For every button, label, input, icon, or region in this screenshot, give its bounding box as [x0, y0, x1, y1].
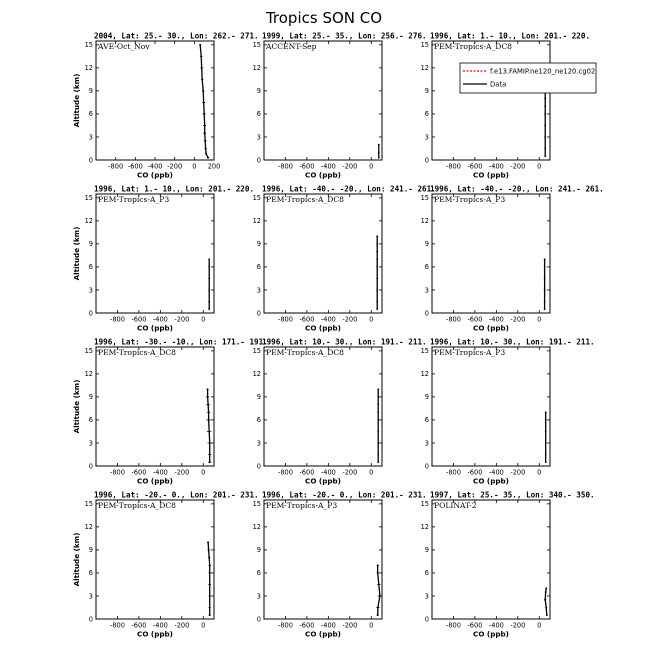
data-point: [208, 266, 210, 268]
x-tick-label: -400: [488, 468, 504, 477]
campaign-label: PEM-Tropics-A_DC8: [434, 42, 513, 51]
data-point: [209, 595, 211, 597]
x-tick-label: 200: [207, 162, 221, 171]
y-tick-label: 15: [420, 194, 429, 203]
y-tick-label: 9: [88, 240, 93, 249]
chart-panel-8: [253, 338, 427, 486]
chart-panel-11: [253, 491, 427, 639]
plot-frame: [432, 194, 550, 313]
campaign-label: POLINAT-2: [434, 501, 477, 510]
data-point: [376, 258, 378, 260]
data-point: [545, 431, 547, 433]
x-tick-label: -200: [342, 162, 358, 171]
x-tick-label: 0: [537, 315, 542, 324]
data-point: [544, 266, 546, 268]
plot-frame: [264, 347, 382, 466]
y-tick-label: 3: [88, 286, 93, 295]
data-point: [544, 105, 546, 107]
y-tick-label: 6: [424, 110, 429, 119]
data-point: [544, 148, 546, 150]
y-tick-label: 0: [424, 462, 429, 471]
y-tick-label: 12: [252, 217, 261, 226]
panel-heading: 1996, Lat: 1.- 10., Lon: 201.- 220.: [94, 184, 255, 194]
y-tick-label: 9: [256, 393, 261, 402]
y-tick-label: 9: [88, 546, 93, 555]
data-point: [377, 404, 379, 406]
data-point: [209, 564, 211, 566]
data-point: [376, 235, 378, 237]
x-tick-label: -400: [320, 621, 336, 630]
data-point: [376, 301, 378, 303]
data-point: [207, 541, 209, 543]
y-tick-label: 9: [256, 240, 261, 249]
data-point: [376, 278, 378, 280]
x-tick-label: -200: [510, 162, 526, 171]
x-tick-label: -800: [277, 162, 293, 171]
x-axis-label: CO (ppb): [137, 170, 173, 180]
campaign-label: PEM-Tropics-A_DC8: [266, 195, 345, 204]
y-tick-label: 9: [256, 87, 261, 96]
y-axis-label: Altitude (km): [72, 532, 81, 587]
x-tick-label: 0: [369, 315, 374, 324]
y-tick-label: 12: [84, 64, 93, 73]
data-point: [376, 251, 378, 253]
y-tick-label: 9: [88, 393, 93, 402]
data-point: [378, 151, 380, 153]
y-tick-label: 3: [88, 439, 93, 448]
data-point: [544, 308, 546, 310]
data-point: [379, 595, 381, 597]
x-tick-label: 0: [537, 621, 542, 630]
y-tick-label: 6: [88, 110, 93, 119]
data-point: [209, 607, 211, 609]
y-tick-label: 6: [256, 263, 261, 272]
y-tick-label: 9: [256, 546, 261, 555]
y-tick-label: 0: [88, 309, 93, 318]
data-point: [204, 125, 206, 127]
x-tick-label: -400: [488, 621, 504, 630]
x-axis-label: CO (ppb): [305, 629, 341, 639]
y-tick-label: 12: [84, 370, 93, 379]
x-tick-label: -600: [467, 468, 483, 477]
x-axis-label: CO (ppb): [473, 629, 509, 639]
x-tick-label: 0: [192, 162, 197, 171]
data-point: [544, 258, 546, 260]
y-tick-label: 15: [420, 41, 429, 50]
data-point: [207, 396, 209, 398]
data-point: [207, 388, 209, 390]
y-tick-label: 3: [256, 592, 261, 601]
data-point: [202, 90, 204, 92]
chart-panel-4: [72, 185, 254, 333]
plot-frame: [96, 347, 214, 466]
y-tick-label: 6: [88, 416, 93, 425]
x-tick-label: -600: [127, 162, 143, 171]
plot-frame: [96, 41, 214, 160]
y-tick-label: 3: [256, 439, 261, 448]
x-tick-label: 0: [201, 468, 206, 477]
x-axis-label: CO (ppb): [473, 476, 509, 486]
data-point: [378, 157, 380, 159]
data-point: [209, 572, 211, 574]
panel-heading: 1996, Lat: -30.- -10., Lon: 171.- 191.: [94, 337, 268, 347]
y-tick-label: 0: [256, 309, 261, 318]
panel-heading: 1996, Lat: -40.- -20., Lon: 241.- 261.: [262, 184, 436, 194]
y-tick-label: 15: [84, 194, 93, 203]
y-tick-label: 12: [420, 370, 429, 379]
y-tick-label: 3: [88, 592, 93, 601]
y-tick-label: 12: [252, 523, 261, 532]
data-point: [544, 278, 546, 280]
data-point: [207, 404, 209, 406]
panel-heading: 1996, Lat: 10.- 30., Lon: 191.- 211.: [262, 337, 427, 347]
x-tick-label: -800: [277, 468, 293, 477]
x-axis-label: CO (ppb): [137, 476, 173, 486]
y-tick-label: 15: [252, 41, 261, 50]
x-tick-label: -200: [174, 468, 190, 477]
campaign-label: PEM-Tropics-A_P3: [98, 195, 170, 204]
y-tick-label: 6: [424, 416, 429, 425]
x-tick-label: -800: [108, 162, 124, 171]
data-point: [378, 584, 380, 586]
y-tick-label: 0: [256, 462, 261, 471]
campaign-label: AVE-Oct_Nov: [98, 42, 150, 51]
data-point: [208, 411, 210, 413]
y-tick-label: 3: [424, 439, 429, 448]
chart-panel-10: [72, 491, 259, 639]
y-tick-label: 6: [256, 110, 261, 119]
data-point: [377, 396, 379, 398]
panel-heading: 1999, Lat: 25.- 35., Lon: 256.- 276.: [262, 31, 427, 41]
data-point: [377, 442, 379, 444]
legend-label: f.e13.FAMIP.ne120_ne120.cg02: [490, 67, 596, 76]
y-tick-label: 12: [420, 523, 429, 532]
x-tick-label: -600: [131, 621, 147, 630]
data-point: [544, 289, 546, 291]
data-point: [376, 308, 378, 310]
panel-heading: 2004, Lat: 25.- 30., Lon: 262.- 271.: [94, 31, 259, 41]
y-tick-label: 15: [420, 500, 429, 509]
y-tick-label: 3: [256, 286, 261, 295]
y-tick-label: 12: [84, 217, 93, 226]
data-point: [545, 461, 547, 463]
data-point: [545, 591, 547, 593]
x-tick-label: -400: [320, 162, 336, 171]
x-tick-label: -600: [299, 315, 315, 324]
plot-frame: [432, 500, 550, 619]
x-tick-label: 0: [369, 468, 374, 477]
data-point: [208, 431, 210, 433]
x-tick-label: -400: [488, 315, 504, 324]
campaign-label: PEM-Tropics-A_DC8: [266, 348, 345, 357]
x-tick-label: 0: [369, 621, 374, 630]
data-profile-line: [208, 389, 210, 462]
y-tick-label: 12: [420, 64, 429, 73]
plot-frame: [96, 194, 214, 313]
y-tick-label: 15: [84, 500, 93, 509]
x-tick-label: -800: [445, 315, 461, 324]
data-point: [377, 388, 379, 390]
data-point: [203, 102, 205, 104]
data-point: [208, 258, 210, 260]
panel-heading: 1996, Lat: -20.- 0., Lon: 201.- 231.: [262, 490, 427, 500]
y-tick-label: 0: [88, 156, 93, 165]
figure-title: Tropics SON CO: [265, 9, 383, 27]
data-point: [377, 607, 379, 609]
chart-panel-2: [253, 32, 427, 180]
x-tick-label: -800: [445, 621, 461, 630]
y-tick-label: 15: [84, 347, 93, 356]
data-point: [208, 419, 210, 421]
chart-panel-9: [421, 338, 595, 486]
x-tick-label: -800: [109, 315, 125, 324]
x-tick-label: -200: [174, 621, 190, 630]
x-tick-label: -200: [510, 621, 526, 630]
data-point: [545, 419, 547, 421]
data-point: [200, 55, 202, 57]
x-tick-label: -600: [467, 621, 483, 630]
y-tick-label: 15: [252, 194, 261, 203]
chart-panel-1: [72, 32, 259, 180]
data-point: [199, 44, 201, 46]
data-point: [209, 614, 211, 616]
y-tick-label: 9: [424, 87, 429, 96]
y-tick-label: 15: [420, 347, 429, 356]
x-tick-label: -800: [277, 315, 293, 324]
data-point: [378, 144, 380, 146]
panels: [72, 32, 604, 639]
x-axis-label: CO (ppb): [305, 323, 341, 333]
data-point: [207, 157, 209, 159]
data-point: [208, 278, 210, 280]
y-tick-label: 9: [88, 87, 93, 96]
x-tick-label: 0: [537, 162, 542, 171]
data-point: [377, 572, 379, 574]
panel-heading: 1996, Lat: 10.- 30., Lon: 191.- 211.: [430, 337, 595, 347]
campaign-label: PEM-Tropics-A_DC8: [98, 348, 177, 357]
data-point: [377, 461, 379, 463]
y-tick-label: 0: [424, 156, 429, 165]
data-point: [208, 301, 210, 303]
y-tick-label: 12: [420, 217, 429, 226]
data-point: [545, 607, 547, 609]
chart-panel-5: [253, 185, 436, 333]
y-tick-label: 9: [424, 240, 429, 249]
x-tick-label: -400: [152, 315, 168, 324]
plot-frame: [264, 500, 382, 619]
y-tick-label: 0: [424, 615, 429, 624]
data-point: [377, 564, 379, 566]
y-tick-label: 3: [88, 133, 93, 142]
data-point: [203, 113, 205, 115]
y-axis-label: Altitude (km): [72, 73, 81, 128]
x-tick-label: -200: [167, 162, 183, 171]
panel-heading: 1996, Lat: 1.- 10., Lon: 201.- 220.: [430, 31, 591, 41]
data-point: [544, 113, 546, 115]
legend: [460, 63, 596, 93]
data-point: [205, 153, 207, 155]
data-point: [376, 266, 378, 268]
x-tick-label: 0: [201, 315, 206, 324]
data-point: [377, 419, 379, 421]
data-point: [377, 614, 379, 616]
data-point: [377, 411, 379, 413]
x-tick-label: -600: [299, 621, 315, 630]
data-point: [377, 431, 379, 433]
x-tick-label: -400: [320, 468, 336, 477]
data-point: [204, 132, 206, 134]
x-axis-label: CO (ppb): [137, 629, 173, 639]
x-tick-label: -400: [147, 162, 163, 171]
campaign-label: PEM-Tropics-A_DC8: [98, 501, 177, 510]
y-tick-label: 6: [256, 569, 261, 578]
y-tick-label: 3: [424, 286, 429, 295]
data-point: [545, 442, 547, 444]
data-point: [544, 599, 546, 601]
y-tick-label: 6: [424, 263, 429, 272]
campaign-label: PEM-Tropics-A_P3: [434, 348, 506, 357]
data-point: [201, 78, 203, 80]
x-tick-label: -600: [131, 468, 147, 477]
plot-frame: [432, 41, 550, 160]
data-point: [376, 289, 378, 291]
y-axis-label: Altitude (km): [72, 226, 81, 281]
x-tick-label: 0: [537, 468, 542, 477]
plot-frame: [264, 194, 382, 313]
x-tick-label: -200: [342, 621, 358, 630]
x-axis-label: CO (ppb): [473, 170, 509, 180]
data-point: [208, 308, 210, 310]
y-tick-label: 12: [252, 370, 261, 379]
y-tick-label: 6: [256, 416, 261, 425]
x-tick-label: 0: [369, 162, 374, 171]
y-tick-label: 3: [424, 133, 429, 142]
panel-heading: 1996, Lat: -40.- -20., Lon: 241.- 261.: [430, 184, 604, 194]
data-point: [545, 454, 547, 456]
panel-heading: 1996, Lat: -20.- 0., Lon: 201.- 231.: [94, 490, 259, 500]
legend-label: Data: [490, 80, 507, 89]
x-tick-label: -600: [467, 162, 483, 171]
x-axis-label: CO (ppb): [305, 170, 341, 180]
y-tick-label: 3: [256, 133, 261, 142]
y-tick-label: 0: [256, 615, 261, 624]
x-tick-label: -200: [510, 468, 526, 477]
data-point: [208, 289, 210, 291]
x-tick-label: -800: [109, 468, 125, 477]
campaign-label: PEM-Tropics-A_P3: [434, 195, 506, 204]
x-tick-label: -800: [277, 621, 293, 630]
x-tick-label: -400: [488, 162, 504, 171]
y-tick-label: 6: [88, 263, 93, 272]
data-point: [544, 136, 546, 138]
data-point: [545, 411, 547, 413]
y-tick-label: 15: [252, 347, 261, 356]
x-tick-label: -200: [342, 468, 358, 477]
x-tick-label: -600: [299, 162, 315, 171]
x-axis-label: CO (ppb): [473, 323, 509, 333]
x-tick-label: -400: [320, 315, 336, 324]
y-tick-label: 12: [252, 64, 261, 73]
x-tick-label: -800: [445, 468, 461, 477]
y-tick-label: 0: [256, 156, 261, 165]
chart-panel-12: [421, 491, 595, 639]
x-tick-label: 0: [201, 621, 206, 630]
x-tick-label: -600: [299, 468, 315, 477]
y-axis-label: Altitude (km): [72, 379, 81, 434]
data-point: [544, 98, 546, 100]
plot-frame: [432, 347, 550, 466]
data-point: [209, 461, 211, 463]
x-tick-label: -200: [174, 315, 190, 324]
data-point: [545, 587, 547, 589]
y-tick-label: 15: [252, 500, 261, 509]
data-point: [544, 125, 546, 127]
y-tick-label: 9: [424, 546, 429, 555]
x-tick-label: -200: [510, 315, 526, 324]
y-tick-label: 3: [424, 592, 429, 601]
x-tick-label: -600: [467, 315, 483, 324]
chart-panel-7: [72, 338, 268, 486]
data-point: [546, 614, 548, 616]
y-tick-label: 6: [88, 569, 93, 578]
data-profile-line: [208, 542, 210, 615]
x-tick-label: -800: [445, 162, 461, 171]
plot-frame: [96, 500, 214, 619]
data-point: [209, 442, 211, 444]
data-point: [209, 584, 211, 586]
x-tick-label: -400: [152, 621, 168, 630]
x-tick-label: -600: [131, 315, 147, 324]
y-tick-label: 0: [88, 615, 93, 624]
x-tick-label: -200: [342, 315, 358, 324]
y-tick-label: 0: [424, 309, 429, 318]
campaign-label: PEM-Tropics-A_P3: [266, 501, 338, 510]
x-axis-label: CO (ppb): [305, 476, 341, 486]
x-tick-label: -800: [109, 621, 125, 630]
y-tick-label: 9: [424, 393, 429, 402]
data-point: [205, 148, 207, 150]
x-tick-label: -400: [152, 468, 168, 477]
data-point: [376, 243, 378, 245]
x-axis-label: CO (ppb): [137, 323, 173, 333]
data-point: [209, 454, 211, 456]
campaign-label: ACCENT-Sep: [266, 42, 317, 51]
plot-frame: [264, 41, 382, 160]
data-point: [544, 155, 546, 157]
data-point: [201, 67, 203, 69]
y-tick-label: 0: [88, 462, 93, 471]
data-point: [377, 454, 379, 456]
data-point: [208, 557, 210, 559]
y-tick-label: 6: [424, 569, 429, 578]
data-point: [208, 549, 210, 551]
chart-panel-3: [421, 32, 590, 180]
chart-panel-6: [421, 185, 604, 333]
y-tick-label: 12: [84, 523, 93, 532]
y-tick-label: 15: [84, 41, 93, 50]
panel-heading: 1997, Lat: 25.- 35., Lon: 340.- 350.: [430, 490, 595, 500]
data-point: [544, 301, 546, 303]
data-point: [204, 140, 206, 142]
